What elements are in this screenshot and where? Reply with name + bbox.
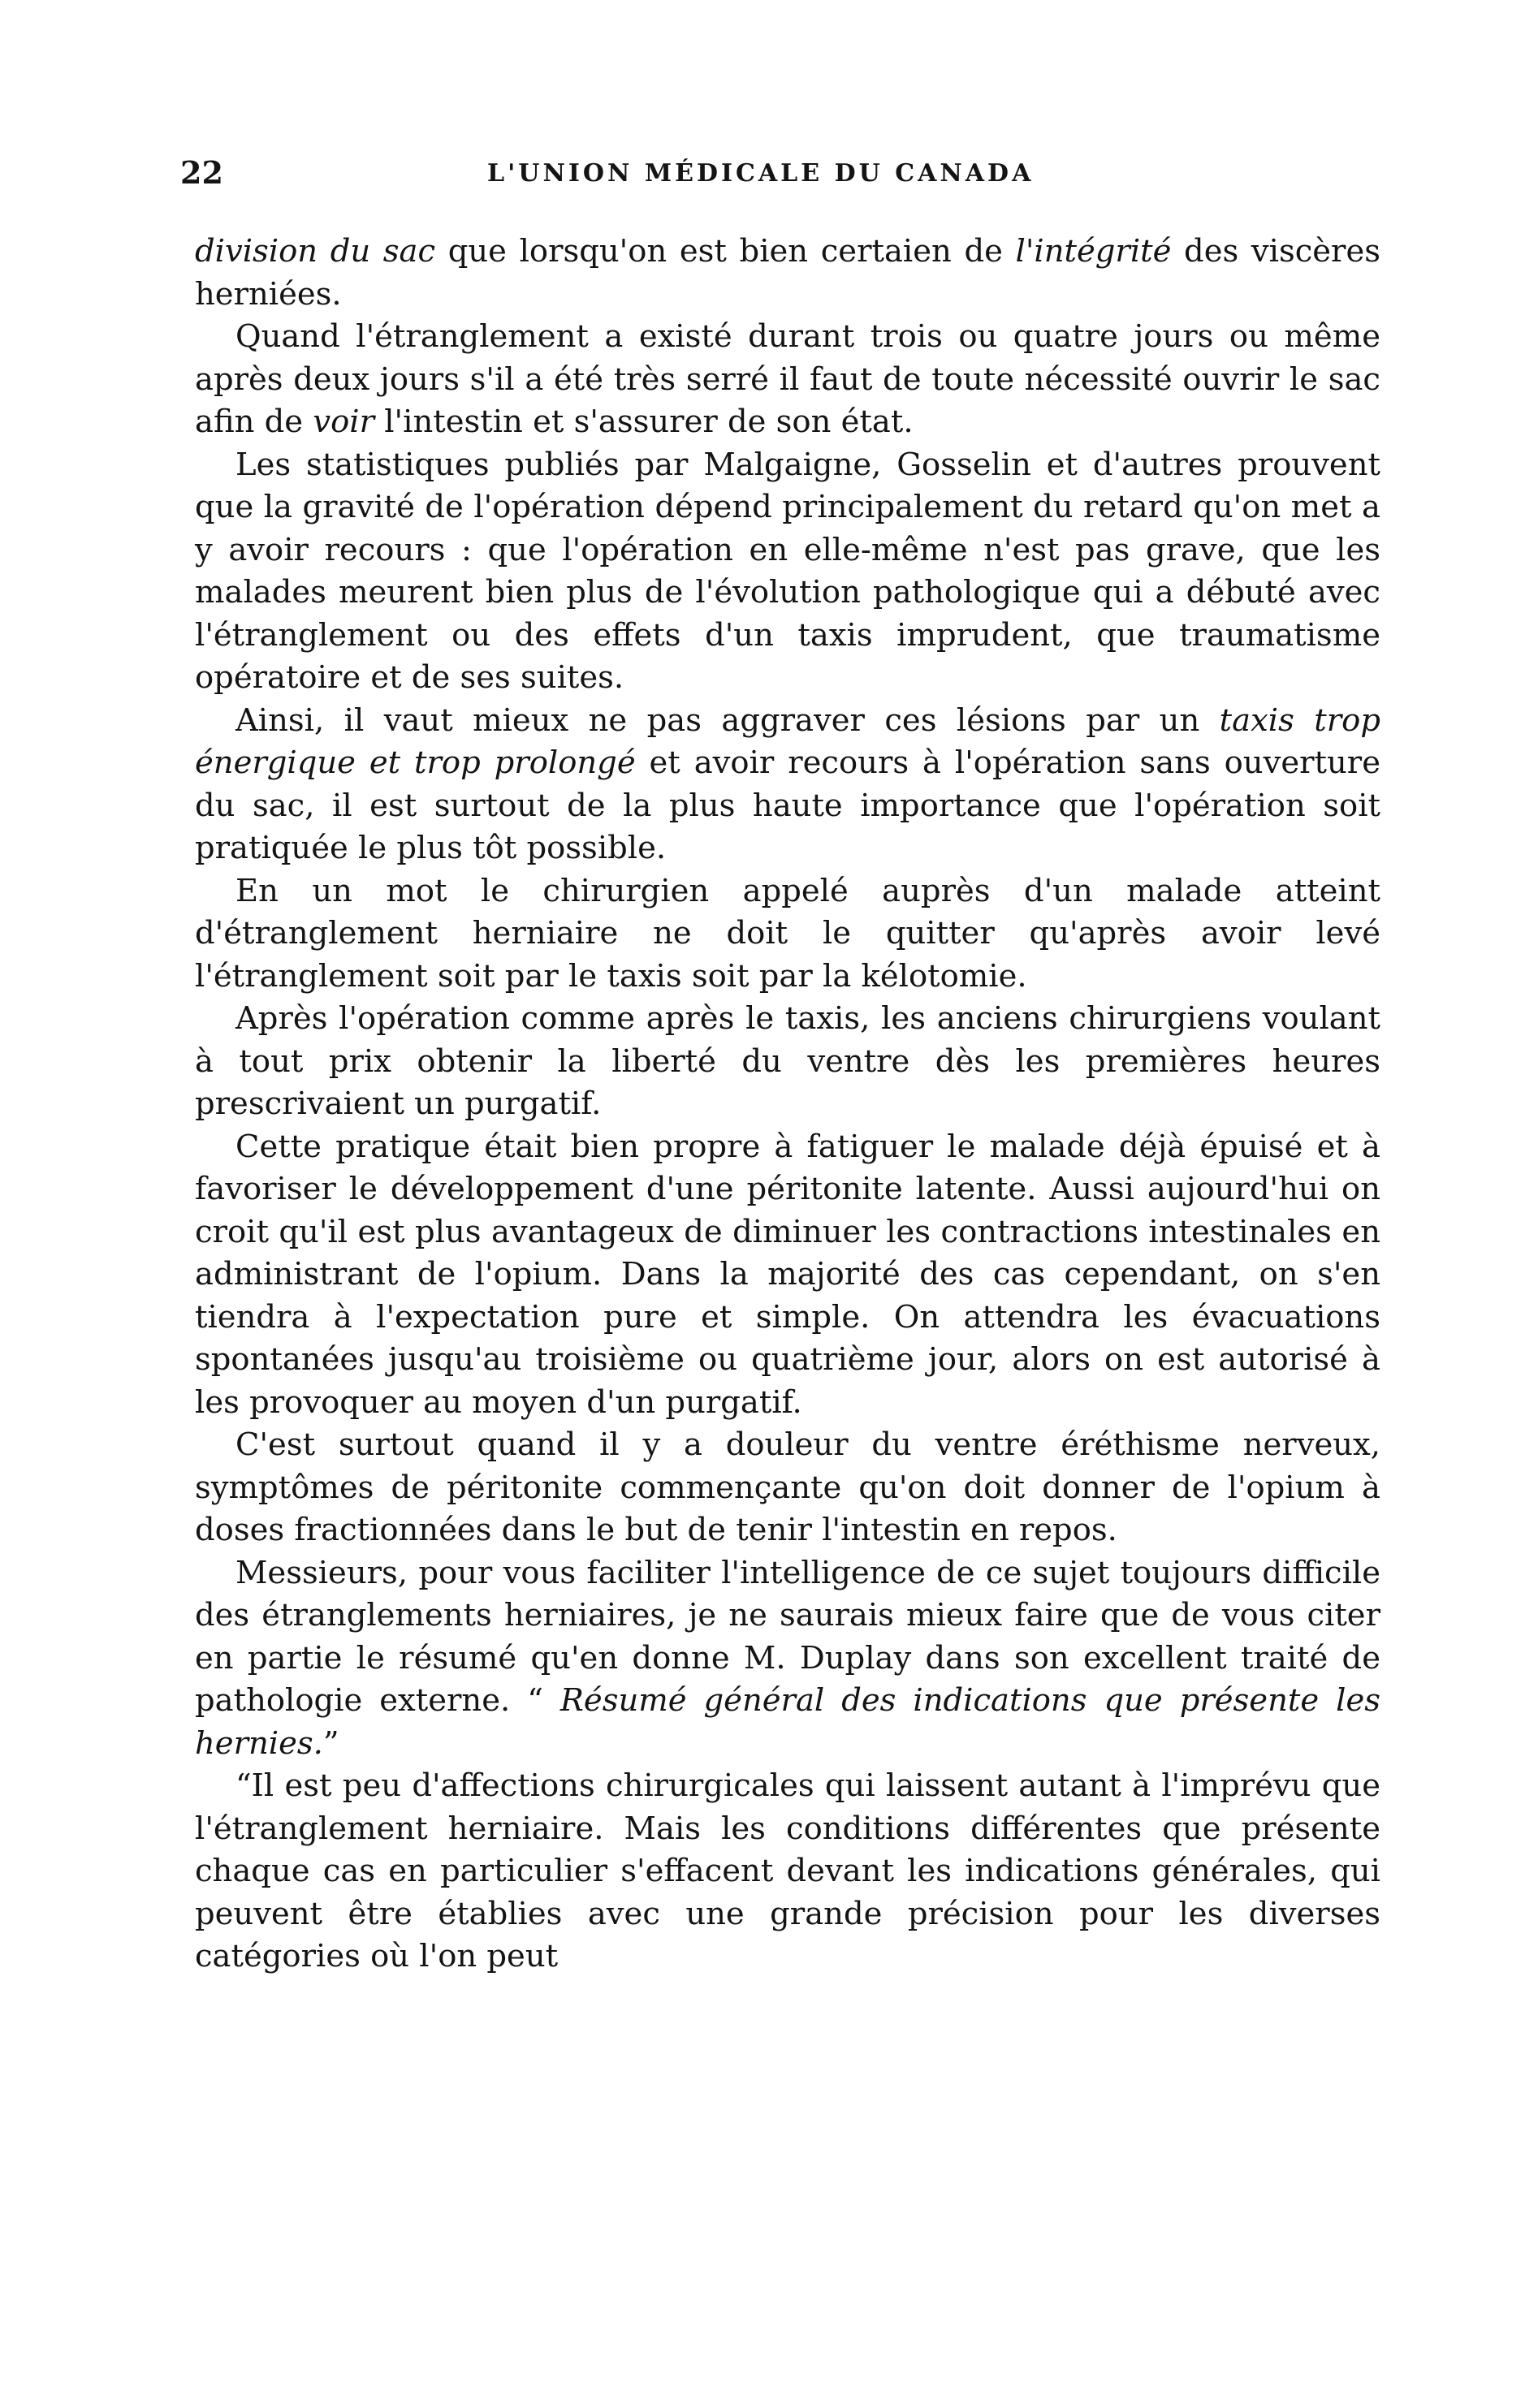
paragraph: “Il est peu d'affections chirurgicales qui laissent autant à l'imprévu que l'étranglement herniaire. Mais les conditions différentes que présente chaque cas en particulier s'effacent devant les indications générales, qui peuvent être établies avec une grande précision pour les diverses catégories où l'on peut [195, 1767, 1380, 1974]
paragraph: Après l'opération comme après le taxis, les anciens chirurgiens voulant à tout prix obtenir la liberté du ventre dès les premières heures prescrivaient un purgatif. [195, 1000, 1380, 1122]
paragraph: Quand l'étranglement a existé durant trois ou quatre jours ou même après deux jours s'il a été très serré il faut de toute nécessité ouvrir le sac afin de voir l'intestin et s'assurer de son état. [195, 318, 1380, 440]
paragraph: Ainsi, il vaut mieux ne pas aggraver ces lésions par un taxis trop énergique et trop prolongé et avoir recours à l'opération sans ouverture du sac, il est surtout de la plus haute importance que l'opération soit pratiquée le plus tôt possible. [195, 701, 1381, 866]
page-number: 22 [180, 154, 223, 191]
journal-title: L'UNION MÉDICALE DU CANADA [487, 159, 1035, 188]
paragraph: Les statistiques publiés par Malgaigne, Gosselin et d'autres prouvent que la gravité de l'opération dépend principalement du retard qu'on met a y avoir recours : que l'opération en elle-même n'est pas grave, que les malades meurent bien plus de l'évolution pathologique qui a débuté avec l'étranglement ou des effets d'un taxis imprudent, que traumatisme opératoire et de ses suites. [195, 446, 1380, 696]
paragraph: Messieurs, pour vous faciliter l'intelligence de ce sujet toujours difficile des étranglements herniaires, je ne saurais mieux faire que de vous citer en partie le résumé qu'en donne M. Duplay dans son excellent traité de pathologie externe. “ Résumé général des indications que présente les hernies.” [195, 1554, 1380, 1762]
body-text [195, 231, 1380, 1979]
paragraph: division du sac que lorsqu'on est bien certaien de l'intégrité des viscères herniées. [195, 233, 1380, 313]
document-page [180, 154, 1381, 1979]
paragraph: En un mot le chirurgien appelé auprès d'un malade atteint d'étranglement herniaire ne doit le quitter qu'après avoir levé l'étranglement soit par le taxis soit par la kélotomie. [195, 872, 1380, 995]
running-head [180, 154, 1380, 203]
paragraph: Cette pratique était bien propre à fatiguer le malade déjà épuisé et à favoriser le développement d'une péritonite latente. Aussi aujourd'hui on croit qu'il est plus avantageux de diminuer les contractions intestinales en administrant de l'opium. Dans la majorité des cas cependant, on s'en tiendra à l'expectation pure et simple. On attendra les évacuations spontanées jusqu'au troisième ou quatrième jour, alors on est autorisé à les provoquer au moyen d'un purgatif. [195, 1128, 1380, 1421]
paragraph: C'est surtout quand il y a douleur du ventre éréthisme nerveux, symptômes de péritonite commençante qu'on doit donner de l'opium à doses fractionnées dans le but de tenir l'intestin en repos. [195, 1426, 1380, 1548]
